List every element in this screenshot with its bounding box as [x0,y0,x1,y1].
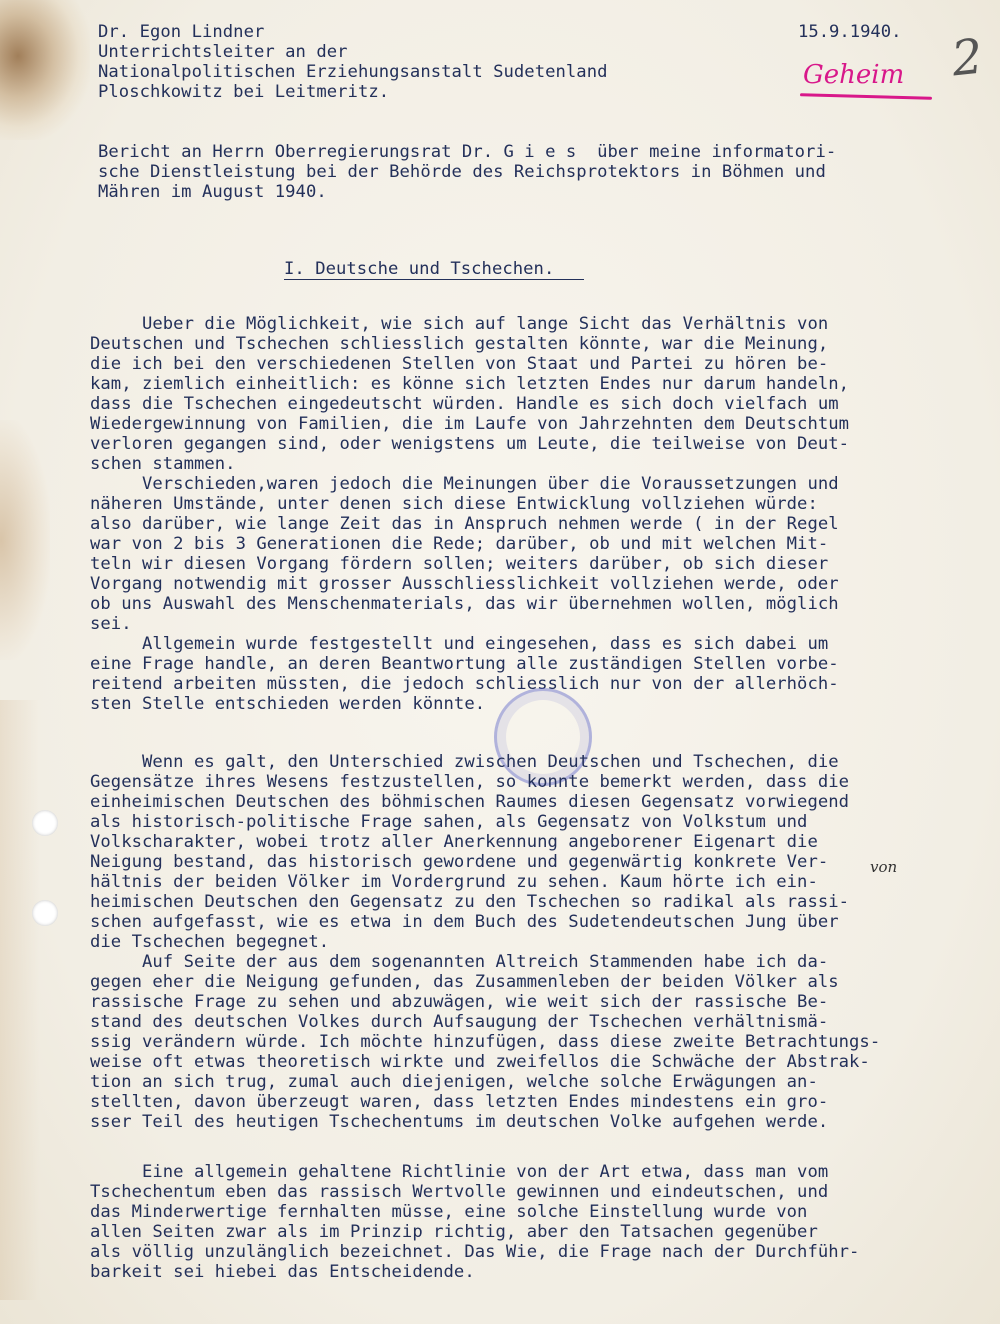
water-stain-top-left [0,0,90,140]
body-line: als völlig unzulänglich bezeichnet. Das Wie, die Frage nach der Durchführ- [90,1242,860,1262]
body-line: Neigung bestand, das historisch gewordene und gegenwärtig konkrete Ver- [90,852,829,872]
section-title: I. Deutsche und Tschechen. [284,259,555,279]
body-line: sser Teil des heutigen Tschechentums im deutschen Volke aufgehen werde. [90,1112,829,1132]
handwritten-insert: von [870,858,898,876]
sender-institution: Nationalpolitischen Erziehungsanstalt Sudetenland [98,62,608,82]
body-line: heimischen Deutschen den Gegensatz zu den Tschechen so radikal als rassi- [90,892,850,912]
body-line: also darüber, wie lange Zeit das in Anspruch nehmen werde ( in der Regel [90,514,839,534]
body-line: Deutschen und Tschechen schliesslich gestalten könnte, war die Meinung, [90,334,829,354]
body-line: schen aufgefasst, wie es etwa in dem Buch des Sudetendeutschen Jung über [90,912,839,932]
body-line: näheren Umstände, unter denen sich diese Entwicklung vollziehen würde: [90,494,818,514]
body-line: Gegensätze ihres Wesens festzustellen, so konnte bemerkt werden, dass die [90,772,850,792]
classification-stamp: Geheim [803,60,905,90]
subject-line: Mähren im August 1940. [98,182,327,202]
subject-line: sche Dienstleistung bei der Behörde des Reichsprotektors in Böhmen und [98,162,826,182]
water-stain-left-middle [0,420,50,660]
body-line: Wiedergewinnung von Familien, die im Laufe von Jahrzehnten dem Deutschtum [90,414,850,434]
body-line: reitend arbeiten müssten, die jedoch schliesslich nur von der allerhöch- [90,674,839,694]
document-date: 15.9.1940. [798,22,902,42]
body-line: Wenn es galt, den Unterschied zwischen Deutschen und Tschechen, die [90,752,839,772]
body-line: Auf Seite der aus dem sogenannten Altreich Stammenden habe ich da- [90,952,829,972]
page-edge-discoloration [0,700,40,1300]
body-line: stand des deutschen Volkes durch Aufsaugung der Tschechen verhältnismä- [90,1012,829,1032]
body-line: Volkscharakter, wobei trotz aller Anerkennung angeborener Eigenart die [90,832,818,852]
sender-name: Dr. Egon Lindner [98,22,265,42]
body-line: verloren gegangen sind, oder wenigstens um Leute, die teilweise von Deut- [90,434,850,454]
sender-location: Ploschkowitz bei Leitmeritz. [98,82,390,102]
body-line: Allgemein wurde festgestellt und eingesehen, dass es sich dabei um [90,634,829,654]
body-line: Verschieden,waren jedoch die Meinungen über die Voraussetzungen und [90,474,839,494]
body-line: die Tschechen begegnet. [90,932,330,952]
body-line: eine Frage handle, an deren Beantwortung alle zuständigen Stellen vorbe- [90,654,839,674]
section-title-underline [284,279,584,280]
page-number: 2 [949,28,986,88]
body-line: Eine allgemein gehaltene Richtlinie von der Art etwa, dass man vom [90,1162,829,1182]
body-line: sei. [90,614,132,634]
body-line: sten Stelle entschieden werden könnte. [90,694,486,714]
subject-line: Bericht an Herrn Oberregierungsrat Dr. G i e s über meine informatori- [98,142,837,162]
classification-underline [800,93,932,99]
body-line: barkeit sei hiebei das Entscheidende. [90,1262,475,1282]
body-line: gegen eher die Neigung gefunden, das Zusammenleben der beiden Völker als [90,972,839,992]
body-line: war von 2 bis 3 Generationen die Rede; darüber, ob und mit welchen Mit- [90,534,829,554]
body-line: allen Seiten zwar als im Prinzip richtig, aber den Tatsachen gegenüber [90,1222,818,1242]
body-line: weise oft etwas theoretisch wirkte und zweifellos die Schwäche der Abstrak- [90,1052,870,1072]
body-line: hältnis der beiden Völker im Vordergrund zu sehen. Kaum hörte ich ein- [90,872,818,892]
body-line: Tschechentum eben das rassisch Wertvolle gewinnen und eindeutschen, und [90,1182,829,1202]
body-line: ssig verändern würde. Ich möchte hinzufügen, dass diese zweite Betrachtungs- [90,1032,881,1052]
body-line: tion an sich trug, zumal auch diejenigen, welche solche Erwägungen an- [90,1072,818,1092]
body-line: das Minderwertige fernhalten müsse, eine solche Einstellung wurde von [90,1202,808,1222]
body-line: dass die Tschechen eingedeutscht würden. Handle es sich doch vielfach um [90,394,839,414]
punch-hole-lower [32,900,58,926]
punch-hole-upper [32,810,58,836]
body-line: die ich bei den verschiedenen Stellen von Staat und Partei zu hören be- [90,354,829,374]
body-line: einheimischen Deutschen des böhmischen Raumes diesen Gegensatz vorwiegend [90,792,850,812]
sender-title: Unterrichtsleiter an der [98,42,348,62]
body-line: Ueber die Möglichkeit, wie sich auf lange Sicht das Verhältnis von [90,314,829,334]
body-line: rassische Frage zu sehen und abzuwägen, wie weit sich der rassische Be- [90,992,829,1012]
body-line: als historisch-politische Frage sahen, als Gegensatz von Volkstum und [90,812,808,832]
body-line: stellten, davon überzeugt waren, dass letzten Endes mindestens ein gro- [90,1092,829,1112]
body-line: teln wir diesen Vorgang fördern sollen; weiters darüber, ob sich dieser [90,554,829,574]
body-line: ob uns Auswahl des Menschenmaterials, das wir übernehmen wollen, möglich [90,594,839,614]
body-line: kam, ziemlich einheitlich: es könne sich letzten Endes nur darum handeln, [90,374,850,394]
body-line: Vorgang notwendig mit grosser Ausschliesslichkeit vollziehen werde, oder [90,574,839,594]
body-line: schen stammen. [90,454,236,474]
